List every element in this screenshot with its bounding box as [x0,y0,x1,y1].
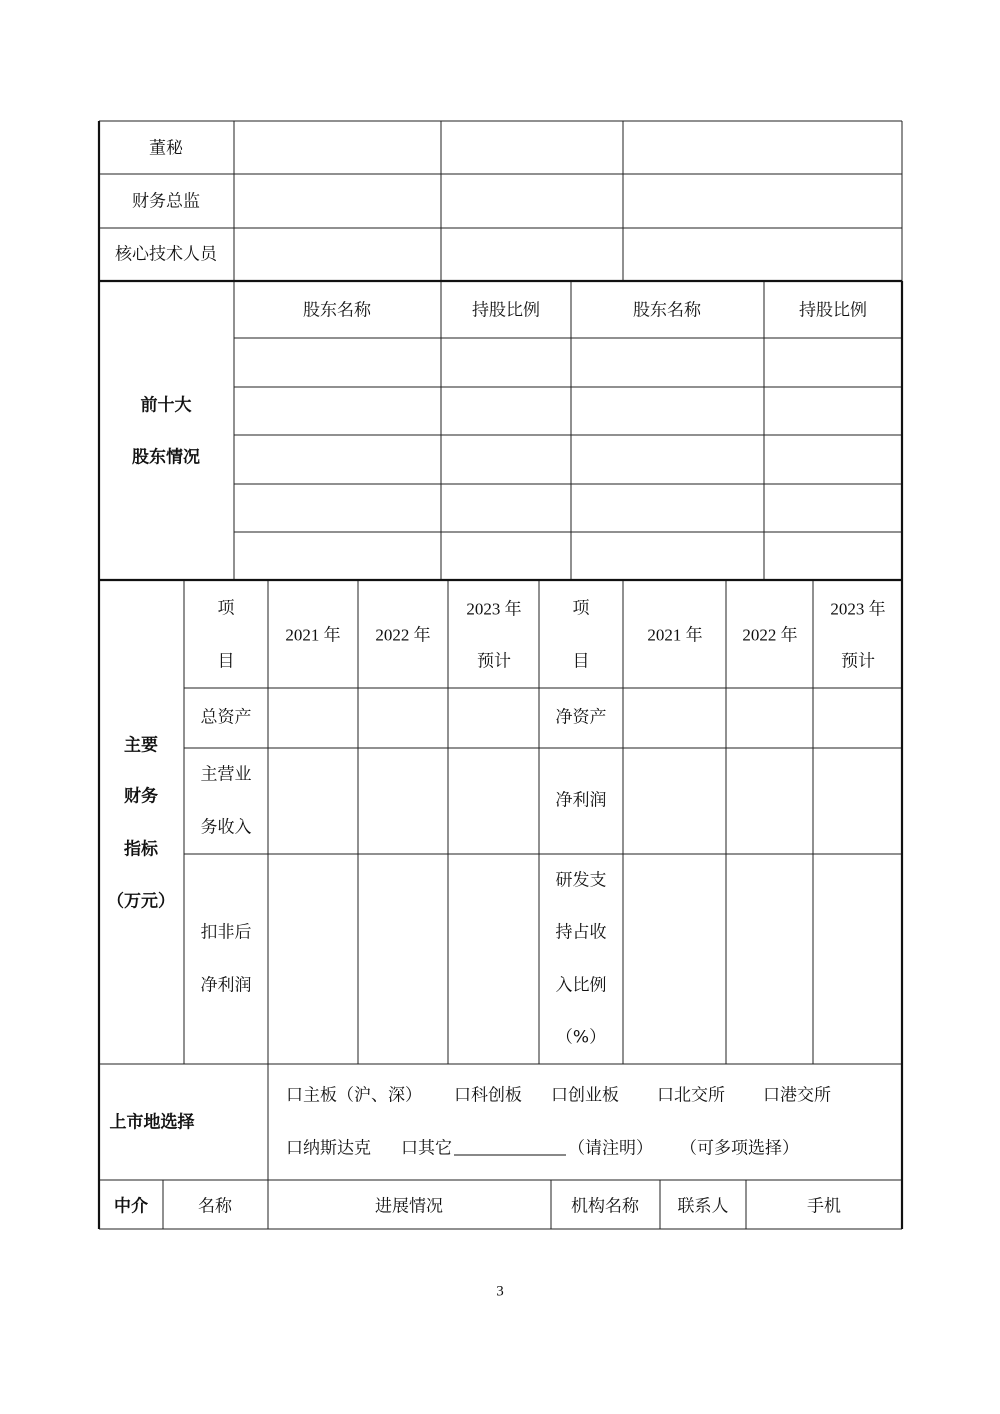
year-2023-estimate-right: 预计 [841,651,875,672]
listing-label: 上市地选择 [109,1112,195,1133]
col-share-ratio-2: 持股比例 [799,300,867,321]
row-rd-ratio-line2: 持占收 [555,922,607,943]
option-main-board[interactable]: 口主板（沪、深） [286,1085,422,1106]
year-2023-estimate-left: 预计 [477,651,511,672]
year-2021-left: 2021 年 [285,625,341,645]
option-other-label: 口其它 [401,1138,452,1159]
finance-item-header-left-line1: 项 [217,598,235,619]
col-contact: 联系人 [677,1196,729,1217]
finance-item-header-left-line2: 目 [217,651,235,672]
multi-select-note: （可多项选择） [680,1138,799,1159]
row-rd-ratio-line4: （%） [555,1027,607,1048]
shareholders-label-line2: 股东情况 [132,447,200,468]
intermediary-label: 中介 [114,1196,148,1217]
finance-label-line3: 指标 [124,839,158,860]
row-rd-ratio-line3: 入比例 [555,975,607,996]
option-nasdaq[interactable]: 口纳斯达克 [286,1138,371,1159]
shareholders-label-line1: 前十大 [140,395,192,416]
year-2023-right: 2023 年 [830,599,886,619]
row-rd-ratio-line1: 研发支 [555,870,607,891]
option-bse[interactable]: 口北交所 [657,1085,725,1106]
finance-label-line1: 主要 [124,735,158,756]
year-2022-left: 2022 年 [375,625,431,645]
option-hkex[interactable]: 口港交所 [763,1085,831,1106]
page-number: 3 [496,1283,504,1300]
label-secretary: 董秘 [149,138,183,159]
col-phone: 手机 [807,1196,841,1217]
col-progress: 进展情况 [375,1196,443,1217]
col-shareholder-name-1: 股东名称 [303,300,371,321]
row-adjusted-net-profit-line1: 扣非后 [200,922,252,943]
col-share-ratio-1: 持股比例 [472,300,540,321]
row-main-revenue-line2: 务收入 [200,817,252,838]
col-shareholder-name-2: 股东名称 [633,300,701,321]
finance-item-header-right-line1: 项 [572,598,590,619]
finance-label-line2: 财务 [124,786,158,807]
row-net-profit: 净利润 [555,790,607,811]
label-core-tech: 核心技术人员 [115,244,217,265]
finance-label-line4: （万元） [107,891,175,912]
row-main-revenue-line1: 主营业 [200,764,252,785]
year-2023-left: 2023 年 [466,599,522,619]
row-total-assets: 总资产 [200,707,252,728]
row-adjusted-net-profit-line2: 净利润 [200,975,252,996]
option-other[interactable] [401,1138,653,1159]
finance-item-header-right-line2: 目 [572,651,590,672]
option-star-market[interactable]: 口科创板 [454,1085,522,1106]
other-fill-blank[interactable] [454,1141,566,1156]
row-net-assets: 净资产 [555,707,607,728]
col-org-name: 机构名称 [571,1196,639,1217]
year-2022-right: 2022 年 [742,625,798,645]
option-chinext[interactable]: 口创业板 [551,1085,619,1106]
year-2021-right: 2021 年 [647,625,703,645]
option-other-note: （请注明） [568,1138,653,1159]
col-intermediary-name: 名称 [198,1196,232,1217]
label-cfo: 财务总监 [132,191,200,212]
